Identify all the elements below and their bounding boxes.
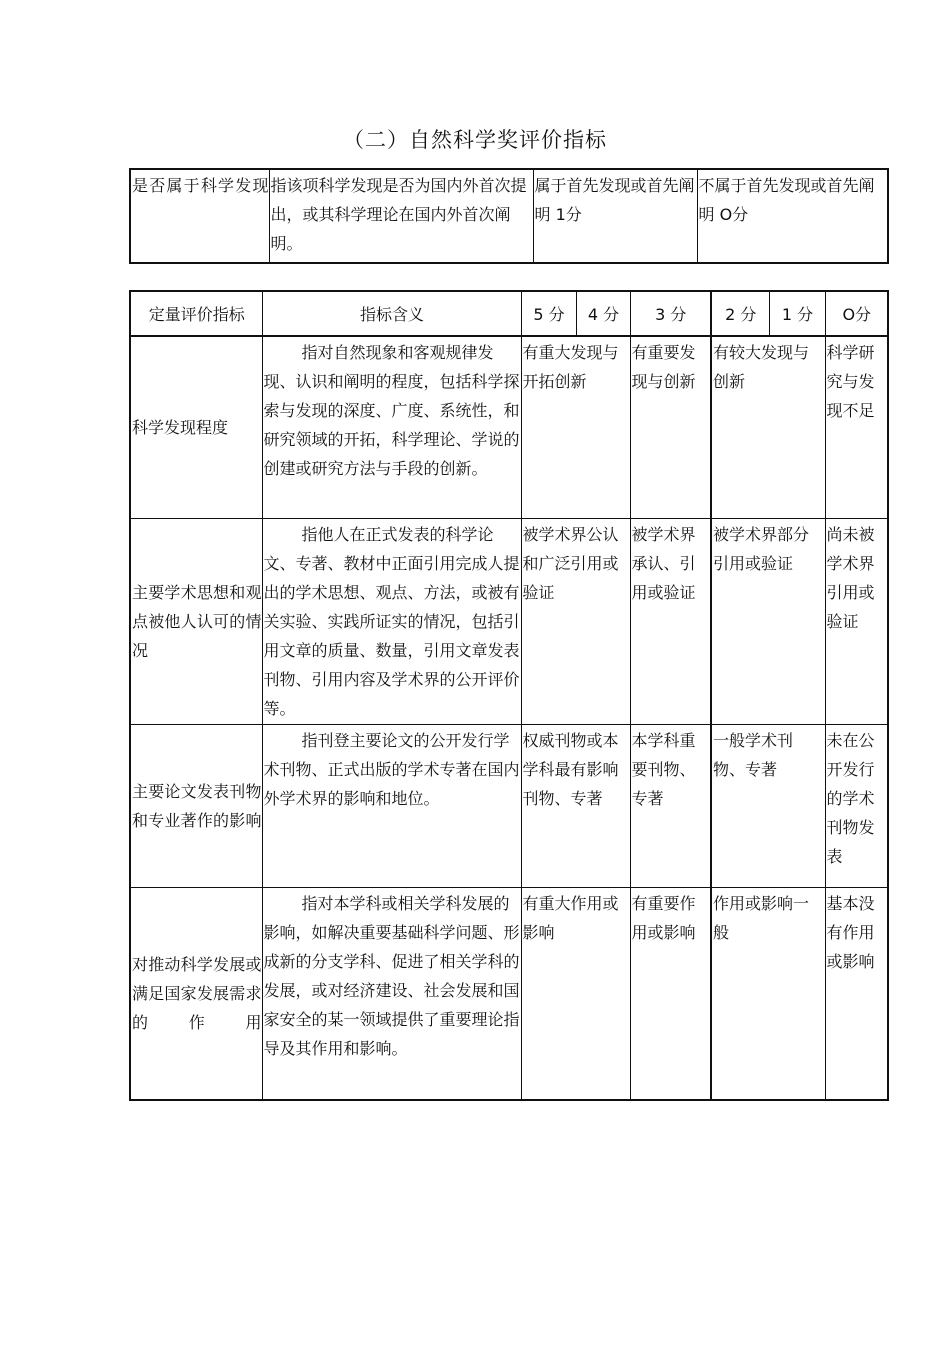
row-score-2-1: 被学术界部分引用或验证	[711, 518, 825, 724]
row-indicator: 主要论文发表刊物和专业著作的影响	[130, 724, 262, 887]
table-row	[130, 518, 888, 724]
row-score-5-4: 被学术界公认和广泛引用或验证	[521, 518, 630, 724]
discovery-yes: 属于首先发现或首先阐明 1分	[533, 169, 697, 263]
row-meaning: 指他人在正式发表的科学论文、专著、教材中正面引用完成人提出的学术思想、观点、方法，或被有关实验、实践所证实的情况，包括引用文章的质量、数量，引用文章发表刊物、引用内容及学术界的公开评价等。	[262, 518, 521, 724]
row-score-5-4: 有重大作用或影响	[521, 887, 630, 1100]
row-meaning: 指刊登主要论文的公开发行学术刊物、正式出版的学术专著在国内外学术界的影响和地位。	[262, 724, 521, 887]
header-score-2: 2 分	[711, 291, 769, 336]
header-score-3: 3 分	[630, 291, 711, 336]
discovery-table	[129, 168, 889, 264]
row-score-2-1: 作用或影响一般	[711, 887, 825, 1100]
header-score-0: O分	[825, 291, 888, 336]
row-score-5-4: 有重大发现与开拓创新	[521, 336, 630, 518]
row-meaning: 指对自然现象和客观规律发现、认识和阐明的程度，包括科学探索与发现的深度、广度、系统性，和研究领域的开拓，科学理论、学说的创建或研究方法与手段的创新。	[262, 336, 521, 518]
header-score-5: 5 分	[521, 291, 576, 336]
evaluation-table	[129, 290, 889, 1101]
discovery-no: 不属于首先发现或首先阐明 O分	[697, 169, 888, 263]
row-score-2-1: 一般学术刊物、专著	[711, 724, 825, 887]
discovery-meaning: 指该项科学发现是否为国内外首次提出，或其科学理论在国内外首次阐明。	[269, 169, 533, 263]
row-score-3: 本学科重要刊物、专著	[630, 724, 711, 887]
header-score-1: 1 分	[769, 291, 825, 336]
header-score-4: 4 分	[576, 291, 630, 336]
row-score-3: 被学术界承认、引用或验证	[630, 518, 711, 724]
row-score-0: 基本没有作用或影响	[825, 887, 888, 1100]
row-score-0: 科学研究与发现不足	[825, 336, 888, 518]
row-score-0: 未在公开发行的学术刊物发表	[825, 724, 888, 887]
header-indicator: 定量评价指标	[130, 291, 262, 336]
discovery-row	[130, 169, 888, 263]
page-title: （二）自然科学奖评价指标	[343, 128, 607, 152]
row-score-3: 有重要发现与创新	[630, 336, 711, 518]
discovery-label: 是否属于科学发现	[130, 169, 269, 263]
row-meaning: 指对本学科或相关学科发展的影响，如解决重要基础科学问题、形成新的分支学科、促进了相关学科的发展，或对经济建设、社会发展和国家安全的某一领域提供了重要理论指导及其作用和影响。	[262, 887, 521, 1100]
row-score-2-1: 有较大发现与创新	[711, 336, 825, 518]
table-row	[130, 887, 888, 1100]
row-score-3: 有重要作用或影响	[630, 887, 711, 1100]
header-row	[130, 291, 888, 336]
table-row	[130, 336, 888, 518]
row-score-5-4: 权威刊物或本学科最有影响刊物、专著	[521, 724, 630, 887]
row-score-0: 尚未被学术界引用或验证	[825, 518, 888, 724]
row-indicator: 科学发现程度	[130, 336, 262, 518]
table-row	[130, 724, 888, 887]
header-meaning: 指标含义	[262, 291, 521, 336]
row-indicator: 主要学术思想和观点被他人认可的情况	[130, 518, 262, 724]
row-indicator: 对推动科学发展或满足国家发展需求的作用	[130, 887, 262, 1100]
